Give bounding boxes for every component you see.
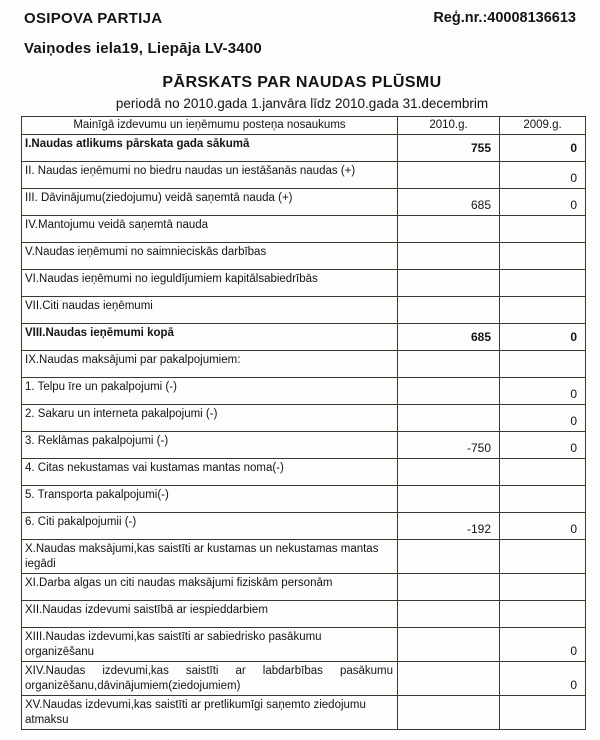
value-2009 <box>500 216 586 243</box>
value-2010 <box>398 162 500 189</box>
value-2010: 755 <box>398 135 500 162</box>
value-2010 <box>398 695 500 729</box>
row-label: 4. Citas nekustamas vai kustamas mantas noma(-) <box>22 459 398 486</box>
value-2010 <box>398 573 500 600</box>
table-row <box>22 432 586 459</box>
value-2010 <box>398 540 500 574</box>
row-label: 1. Telpu īre un pakalpojumi (-) <box>22 378 398 405</box>
row-label: I.Naudas atlikums pārskata gada sākumā <box>22 135 398 162</box>
value-2009 <box>500 540 586 574</box>
value-2010: -750 <box>398 432 500 459</box>
row-label: IV.Mantojumu veidā saņemtā nauda <box>22 216 398 243</box>
table-row <box>22 324 586 351</box>
row-label: VIII.Naudas ieņēmumi kopā <box>22 324 398 351</box>
table-row <box>22 627 586 661</box>
table-row <box>22 405 586 432</box>
table-row <box>22 600 586 627</box>
value-2010 <box>398 627 500 661</box>
table-row <box>22 378 586 405</box>
value-2009: 0 <box>500 189 586 216</box>
value-2009 <box>500 573 586 600</box>
column-header-2010: 2010.g. <box>398 117 500 135</box>
value-2009: 0 <box>500 378 586 405</box>
value-2009 <box>500 695 586 729</box>
value-2009 <box>500 243 586 270</box>
value-2009: 0 <box>500 405 586 432</box>
value-2010 <box>398 297 500 324</box>
value-2010: 685 <box>398 324 500 351</box>
table-row <box>22 135 586 162</box>
value-2010 <box>398 351 500 378</box>
table-row <box>22 162 586 189</box>
row-label: VI.Naudas ieņēmumi no ieguldījumiem kapitālsabiedrībās <box>22 270 398 297</box>
row-label: II. Naudas ieņēmumi no biedru naudas un iestāšanās naudas (+) <box>22 162 398 189</box>
value-2009 <box>500 486 586 513</box>
row-label: V.Naudas ieņēmumi no saimnieciskās darbības <box>22 243 398 270</box>
value-2009: 0 <box>500 661 586 695</box>
value-2009 <box>500 351 586 378</box>
report-table-body <box>22 135 586 730</box>
row-label: XIII.Naudas izdevumi,kas saistīti ar sabiedrisko pasākumu organizēšanu <box>22 627 398 661</box>
value-2010 <box>398 270 500 297</box>
document-title: PĀRSKATS PAR NAUDAS PLŪSMU <box>162 74 442 91</box>
row-label: X.Naudas maksājumi,kas saistīti ar kustamas un nekustamas mantas iegādi <box>22 540 398 574</box>
row-label: VII.Citi naudas ieņēmumi <box>22 297 398 324</box>
value-2009: 0 <box>500 627 586 661</box>
cash-flow-table <box>21 116 586 730</box>
table-row <box>22 459 586 486</box>
row-label: XV.Naudas izdevumi,kas saistīti ar pretlikumīgi saņemto ziedojumu atmaksu <box>22 695 398 729</box>
value-2010 <box>398 405 500 432</box>
value-2009: 0 <box>500 513 586 540</box>
value-2009: 0 <box>500 432 586 459</box>
column-header-item-name: Mainīgā izdevumu un ieņēmumu posteņa nosaukums <box>22 117 398 135</box>
table-row <box>22 573 586 600</box>
table-row <box>22 695 586 729</box>
table-row <box>22 216 586 243</box>
organization-name: OSIPOVA PARTIJA <box>24 10 163 27</box>
document-period-subtitle: periodā no 2010.gada 1.janvāra līdz 2010.gada 31.decembrim <box>115 96 489 111</box>
value-2010 <box>398 216 500 243</box>
table-row <box>22 189 586 216</box>
table-row <box>22 661 586 695</box>
row-label: XII.Naudas izdevumi saistībā ar iespieddarbiem <box>22 600 398 627</box>
value-2010 <box>398 378 500 405</box>
value-2010 <box>398 661 500 695</box>
value-2010: 685 <box>398 189 500 216</box>
value-2010 <box>398 243 500 270</box>
row-label: 5. Transporta pakalpojumi(-) <box>22 486 398 513</box>
row-label: 2. Sakaru un interneta pakalpojumi (-) <box>22 405 398 432</box>
value-2010: -192 <box>398 513 500 540</box>
table-row <box>22 297 586 324</box>
value-2009: 0 <box>500 135 586 162</box>
value-2010 <box>398 459 500 486</box>
column-header-2009: 2009.g. <box>500 117 586 135</box>
table-row <box>22 351 586 378</box>
row-label: III. Dāvinājumu(ziedojumu) veidā saņemtā nauda (+) <box>22 189 398 216</box>
row-label: XI.Darba algas un citi naudas maksājumi fiziskām personām <box>22 573 398 600</box>
value-2009 <box>500 459 586 486</box>
table-row <box>22 486 586 513</box>
registration-number: Reģ.nr.:40008136613 <box>433 10 576 26</box>
table-row <box>22 540 586 574</box>
value-2009 <box>500 297 586 324</box>
organization-address: Vaiņodes iela19, Liepāja LV-3400 <box>24 40 262 57</box>
table-header-row <box>22 117 586 135</box>
table-row <box>22 513 586 540</box>
value-2009 <box>500 270 586 297</box>
table-row <box>22 270 586 297</box>
value-2009: 0 <box>500 162 586 189</box>
value-2009: 0 <box>500 324 586 351</box>
row-label: XIV.Naudas izdevumi,kas saistīti ar labdarbības pasākumu organizēšanu,dāvinājumiem(ziedojumiem) <box>22 661 398 695</box>
row-label: 3. Reklāmas pakalpojumi (-) <box>22 432 398 459</box>
row-label: 6. Citi pakalpojumii (-) <box>22 513 398 540</box>
value-2010 <box>398 600 500 627</box>
row-label: IX.Naudas maksājumi par pakalpojumiem: <box>22 351 398 378</box>
table-row <box>22 243 586 270</box>
document-header <box>20 8 584 27</box>
value-2009 <box>500 600 586 627</box>
value-2010 <box>398 486 500 513</box>
